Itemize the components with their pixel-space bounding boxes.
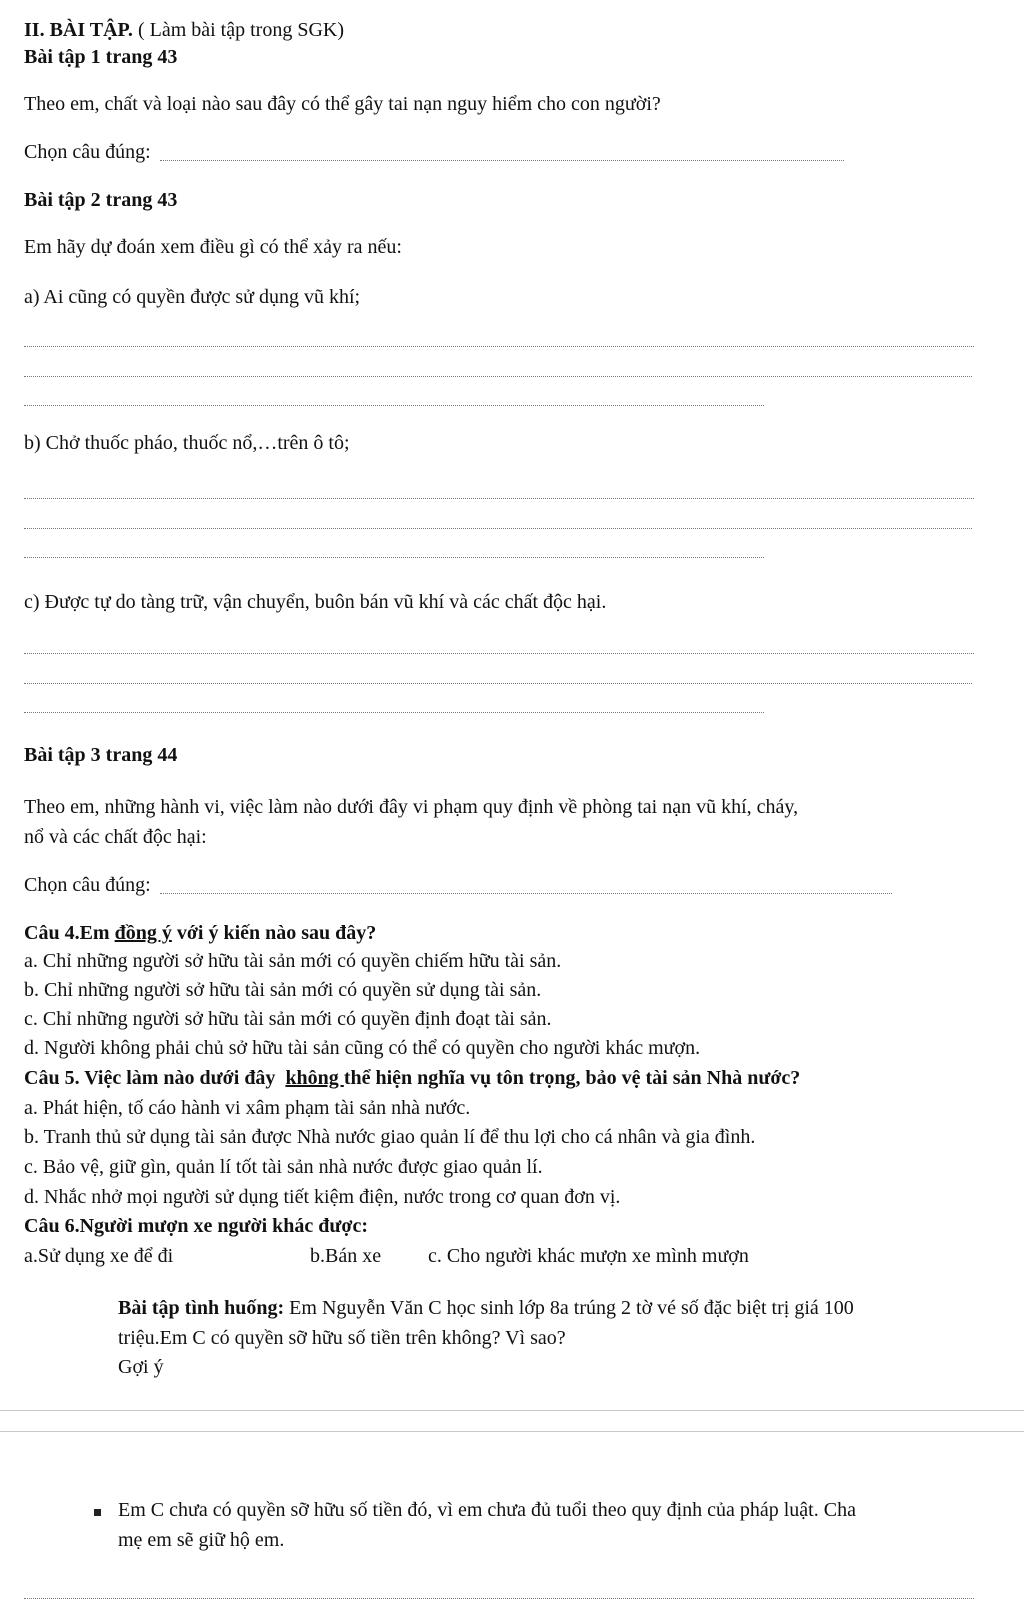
bottom-line[interactable]: [24, 1598, 974, 1599]
ex3-title: Bài tập 3 trang 44: [24, 744, 178, 766]
ex2-b-line-3[interactable]: [24, 557, 764, 558]
q4-option-b: b. Chỉ những người sở hữu tài sản mới có quyền sử dụng tài sản.: [24, 979, 542, 1001]
ex3-answer-label: Chọn câu đúng:: [24, 874, 151, 896]
ex3-question-line1: Theo em, những hành vi, việc làm nào dưới đây vi phạm quy định về phòng tai nạn vũ khí, cháy,: [24, 796, 799, 818]
q6-option-c: c. Cho người khác mượn xe mình mượn: [428, 1245, 749, 1267]
q5-option-b: b. Tranh thủ sử dụng tài sản được Nhà nước giao quản lí để thu lợi cho cá nhân và gia đình.: [24, 1126, 756, 1148]
ex2-a-line-1[interactable]: [24, 346, 974, 347]
divider-bottom: [0, 1431, 1024, 1432]
q5-option-c: c. Bảo vệ, giữ gìn, quản lí tốt tài sản nhà nước được giao quản lí.: [24, 1156, 543, 1178]
ex2-c-line-2[interactable]: [24, 683, 972, 684]
ex2-b-line-1[interactable]: [24, 498, 974, 499]
q6-title: Câu 6.Người mượn xe người khác được:: [24, 1215, 368, 1237]
situation-line1: Bài tập tình huống: Em Nguyễn Văn C học sinh lớp 8a trúng 2 tờ vé số đặc biệt trị giá 100: [118, 1297, 854, 1319]
divider-top: [0, 1410, 1024, 1411]
ex2-c-line-3[interactable]: [24, 712, 764, 713]
ex2-item-a: a) Ai cũng có quyền được sử dụng vũ khí;: [24, 286, 361, 308]
section-title: [24, 20, 344, 40]
ex1-answer-line[interactable]: [160, 160, 844, 161]
situation-line2: triệu.Em C có quyền sỡ hữu số tiền trên không? Vì sao?: [118, 1327, 566, 1349]
q6-option-a: a.Sử dụng xe để đi: [24, 1245, 174, 1267]
q4-option-a: a. Chỉ những người sở hữu tài sản mới có quyền chiếm hữu tài sản.: [24, 950, 562, 972]
ex3-question-line2: nổ và các chất độc hại:: [24, 826, 207, 848]
q5-option-d: d. Nhắc nhở mọi người sử dụng tiết kiệm điện, nước trong cơ quan đơn vị.: [24, 1186, 621, 1208]
q6-option-b: b.Bán xe: [310, 1245, 382, 1267]
section-title-rest: ( Làm bài tập trong SGK): [137, 19, 345, 41]
ex2-item-c: c) Được tự do tàng trữ, vận chuyển, buôn bán vũ khí và các chất độc hại.: [24, 591, 607, 613]
ex1-question: Theo em, chất và loại nào sau đây có thể gây tai nạn nguy hiểm cho con người?: [24, 93, 661, 115]
q4-title: Câu 4.Em đồng ý với ý kiến nào sau đây?: [24, 922, 377, 944]
ex2-a-line-3[interactable]: [24, 405, 764, 406]
hint-label: Gợi ý: [118, 1356, 164, 1378]
ex1-title: Bài tập 1 trang 43: [24, 46, 178, 68]
ex2-b-line-2[interactable]: [24, 528, 972, 529]
ex2-c-line-1[interactable]: [24, 653, 974, 654]
bullet-icon: [94, 1509, 101, 1516]
ex2-prompt: Em hãy dự đoán xem điều gì có thể xảy ra nếu:: [24, 236, 402, 258]
section-title-bold: II. BÀI TẬP.: [24, 19, 138, 41]
ex2-item-b: b) Chở thuốc pháo, thuốc nổ,…trên ô tô;: [24, 432, 350, 454]
answer-line2: mẹ em sẽ giữ hộ em.: [118, 1529, 285, 1551]
answer-line1: Em C chưa có quyền sỡ hữu số tiền đó, vì em chưa đủ tuổi theo quy định của pháp luật. Cha: [118, 1499, 856, 1521]
ex2-title: Bài tập 2 trang 43: [24, 189, 178, 211]
ex1-answer-label: Chọn câu đúng:: [24, 141, 151, 163]
q4-option-d: d. Người không phải chủ sở hữu tài sản cũng có thể có quyền cho người khác mượn.: [24, 1037, 701, 1059]
q4-option-c: c. Chỉ những người sở hữu tài sản mới có quyền định đoạt tài sản.: [24, 1008, 552, 1030]
q5-option-a: a. Phát hiện, tố cáo hành vi xâm phạm tài sản nhà nước.: [24, 1097, 471, 1119]
ex3-answer-line[interactable]: [160, 893, 892, 894]
ex2-a-line-2[interactable]: [24, 376, 972, 377]
q5-title: Câu 5. Việc làm nào dưới đây không thể hiện nghĩa vụ tôn trọng, bảo vệ tài sản Nhà nước?: [24, 1067, 801, 1089]
